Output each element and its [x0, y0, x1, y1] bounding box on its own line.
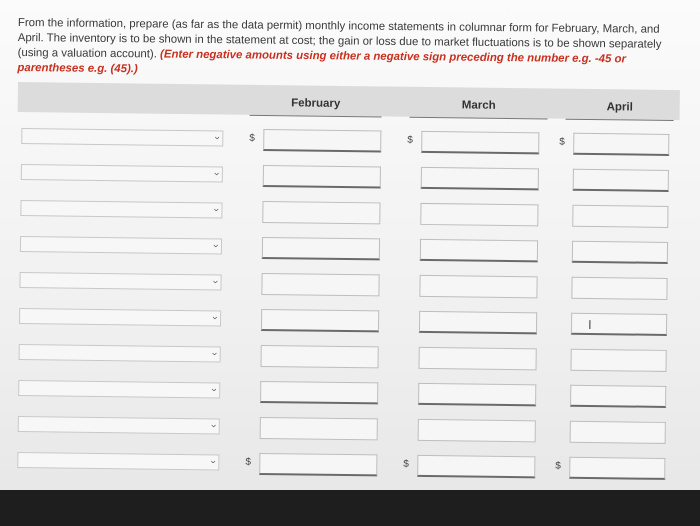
- dollar-sign: $: [555, 460, 561, 472]
- amount-input-april[interactable]: [572, 241, 668, 264]
- amount-input-march[interactable]: [420, 203, 538, 226]
- account-dropdown[interactable]: [19, 308, 221, 326]
- chevron-down-icon[interactable]: ›: [207, 424, 219, 428]
- account-dropdown[interactable]: [18, 416, 220, 434]
- account-dropdown[interactable]: [19, 344, 221, 362]
- dollar-sign: $: [245, 456, 251, 468]
- amount-input-march[interactable]: [419, 275, 537, 298]
- amount-input-february[interactable]: [261, 309, 379, 332]
- income-statement-worksheet: [13, 80, 680, 473]
- account-dropdown[interactable]: [17, 452, 219, 470]
- column-header-april: April: [566, 101, 674, 121]
- amount-input-february[interactable]: [260, 381, 378, 404]
- account-dropdown[interactable]: [20, 236, 222, 254]
- account-dropdown[interactable]: [20, 200, 222, 218]
- amount-input-april[interactable]: [573, 133, 669, 156]
- amount-input-march[interactable]: [420, 239, 538, 262]
- chevron-down-icon[interactable]: ›: [211, 136, 223, 140]
- amount-input-april[interactable]: [570, 421, 666, 444]
- account-dropdown[interactable]: [21, 128, 223, 146]
- chevron-down-icon[interactable]: ›: [208, 316, 220, 320]
- amount-input-february[interactable]: [261, 345, 379, 368]
- chevron-down-icon[interactable]: ›: [207, 460, 219, 464]
- taskbar: [0, 490, 700, 526]
- amount-input-february[interactable]: [263, 165, 381, 188]
- column-header-february: February: [250, 97, 382, 118]
- text-cursor-icon: I: [587, 316, 592, 333]
- amount-input-march[interactable]: [417, 455, 535, 478]
- column-header-march: March: [410, 99, 548, 120]
- amount-input-february[interactable]: [262, 201, 380, 224]
- instructions-text: From the information, prepare (as far as the data permit) monthly income statements in columnar form for February, March, and April. The inventory is to be shown in the statement at cost; the gain or loss due to market fluctuations is to be shown separately (using a valuation account).: [17, 16, 662, 61]
- amount-input-february[interactable]: [263, 129, 381, 152]
- amount-input-february[interactable]: [259, 453, 377, 476]
- dollar-sign: $: [559, 136, 565, 148]
- dollar-sign: $: [407, 134, 413, 146]
- amount-input-april[interactable]: [573, 169, 669, 192]
- amount-input-march[interactable]: [418, 419, 536, 442]
- chevron-down-icon[interactable]: ›: [210, 208, 222, 212]
- chevron-down-icon[interactable]: ›: [208, 352, 220, 356]
- chevron-down-icon[interactable]: ›: [209, 280, 221, 284]
- instructions: [17, 16, 678, 83]
- amount-input-april[interactable]: [570, 385, 666, 408]
- amount-input-february[interactable]: [260, 417, 378, 440]
- amount-input-march[interactable]: [421, 131, 539, 154]
- account-dropdown[interactable]: [21, 164, 223, 182]
- amount-input-march[interactable]: [418, 383, 536, 406]
- account-dropdown[interactable]: [19, 272, 221, 290]
- amount-input-april[interactable]: [572, 205, 668, 228]
- amount-input-april[interactable]: [571, 277, 667, 300]
- instructions-note: (Enter negative amounts using either a negative sign preceding the number e.g. -45 or parentheses e.g. (45).): [17, 48, 626, 76]
- statement-row: [13, 444, 675, 488]
- chevron-down-icon[interactable]: ›: [210, 172, 222, 176]
- dollar-sign: $: [249, 132, 255, 144]
- chevron-down-icon[interactable]: ›: [209, 244, 221, 248]
- chevron-down-icon[interactable]: ›: [208, 388, 220, 392]
- dollar-sign: $: [403, 458, 409, 470]
- amount-input-april[interactable]: [570, 349, 666, 372]
- amount-input-april[interactable]: [571, 313, 667, 336]
- amount-input-april[interactable]: [569, 457, 665, 480]
- account-dropdown[interactable]: [18, 380, 220, 398]
- amount-input-february[interactable]: [261, 273, 379, 296]
- amount-input-february[interactable]: [262, 237, 380, 260]
- amount-input-march[interactable]: [419, 311, 537, 334]
- amount-input-march[interactable]: [419, 347, 537, 370]
- amount-input-march[interactable]: [421, 167, 539, 190]
